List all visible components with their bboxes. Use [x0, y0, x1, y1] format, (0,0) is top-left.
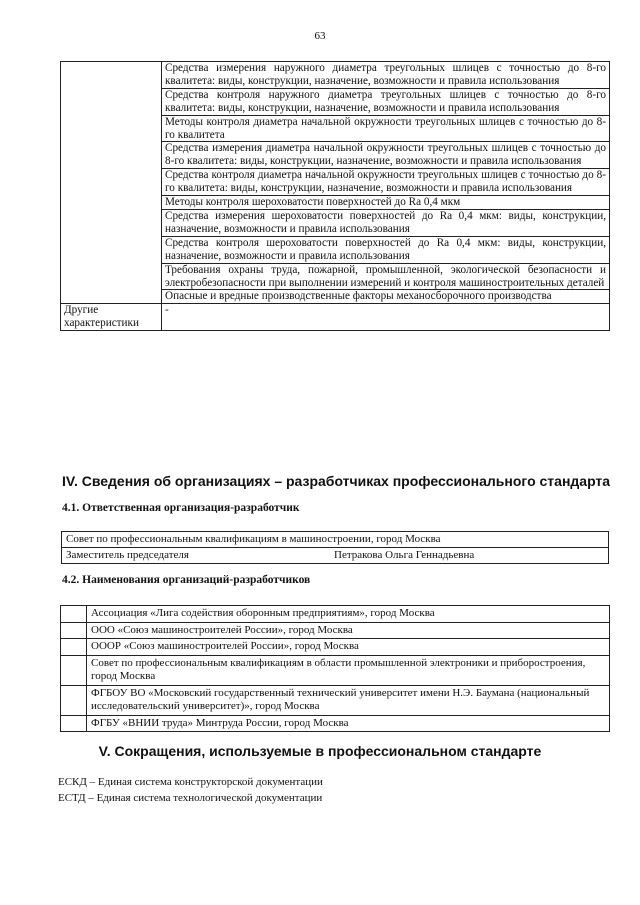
developer-org-name: Совет по профессиональным квалификациям в области промышленной электроники и приборостроения, город Москва	[87, 655, 610, 685]
table-row	[62, 548, 609, 564]
requirement-cell: Требования охраны труда, пожарной, промышленной, экологической безопасности и электробезопасности при выполнении измерений и контроля машиностроительных деталей	[162, 263, 610, 290]
row-label-empty	[61, 62, 162, 304]
table-row	[61, 639, 610, 656]
requirement-cell: Методы контроля диаметра начальной окружности треугольных шлицев с точностью до 8-го квалитета	[162, 115, 610, 142]
requirement-cell: Средства измерения шероховатости поверхностей до Ra 0,4 мкм: виды, конструкции, назначение, возможности и правила использования	[162, 209, 610, 236]
requirement-cell: Средства измерения диаметра начальной окружности треугольных шлицев с точностью до 8-го квалитета: виды, конструкции, назначение, возможности и правила использования	[162, 142, 610, 169]
table-row	[61, 606, 610, 623]
developer-org-name: ФГБОУ ВО «Московский государственный технический университет имени Н.Э. Баумана (национальный исследовательский университет)», город Москва	[87, 685, 610, 715]
requirement-cell: Средства измерения наружного диаметра треугольных шлицев с точностью до 8-го квалитета: виды, конструкции, назначение, возможности и правила использования	[162, 62, 610, 89]
requirements-table	[60, 61, 610, 331]
subsection-4-1-title: 4.1. Ответственная организация-разработчик	[62, 502, 300, 514]
other-characteristics-label: Другие характеристики	[61, 304, 162, 331]
table-row	[61, 622, 610, 639]
table-row	[61, 655, 610, 685]
page-number: 63	[314, 30, 326, 42]
requirement-cell: Средства контроля наружного диаметра треугольных шлицев с точностью до 8-го квалитета: виды, конструкции, назначение, возможности и правила использования	[162, 88, 610, 115]
row-number	[61, 715, 87, 732]
responsible-org-table	[61, 531, 609, 564]
subsection-4-2-title: 4.2. Наименования организаций-разработчиков	[62, 574, 311, 586]
requirement-cell: Средства контроля диаметра начальной окружности треугольных шлицев с точностью до 8-го квалитета: виды, конструкции, назначение, возможности и правила использования	[162, 169, 610, 196]
table-row	[61, 304, 610, 331]
row-number	[61, 606, 87, 623]
row-number	[61, 685, 87, 715]
other-characteristics-value: -	[162, 304, 610, 331]
table-row	[62, 532, 609, 548]
row-number	[61, 639, 87, 656]
section-5-title: V. Сокращения, используемые в профессиональном стандарте	[98, 743, 542, 759]
abbreviation-item: ЕСКД – Единая система конструкторской документации	[58, 776, 323, 788]
table-row	[61, 62, 610, 89]
table-row	[61, 685, 610, 715]
row-number	[61, 622, 87, 639]
requirement-cell: Средства контроля шероховатости поверхностей до Ra 0,4 мкм: виды, конструкции, назначение, возможности и правила использования	[162, 236, 610, 263]
section-4-title: IV. Сведения об организациях – разработчиках профессионального стандарта	[62, 473, 611, 489]
table-row	[61, 715, 610, 732]
responsible-person-cell	[62, 548, 609, 564]
developer-org-name: ООО «Союз машиностроителей России», город Москва	[87, 622, 610, 639]
row-number	[61, 655, 87, 685]
requirement-cell: Методы контроля шероховатости поверхностей до Ra 0,4 мкм	[162, 196, 610, 210]
abbreviation-item: ЕСТД – Единая система технологической документации	[58, 792, 323, 804]
deputy-title: Заместитель председателя	[66, 549, 189, 561]
developer-org-name: Ассоциация «Лига содействия оборонным предприятиям», город Москва	[87, 606, 610, 623]
developer-org-name: ФГБУ «ВНИИ труда» Минтруда России, город Москва	[87, 715, 610, 732]
developer-org-name: ОООР «Союз машиностроителей России», город Москва	[87, 639, 610, 656]
responsible-org-name: Совет по профессиональным квалификациям в машиностроении, город Москва	[62, 532, 609, 548]
developer-orgs-table	[60, 605, 610, 732]
requirement-cell: Опасные и вредные производственные факторы механосборочного производства	[162, 290, 610, 304]
deputy-name: Петракова Ольга Геннадьевна	[334, 549, 475, 561]
